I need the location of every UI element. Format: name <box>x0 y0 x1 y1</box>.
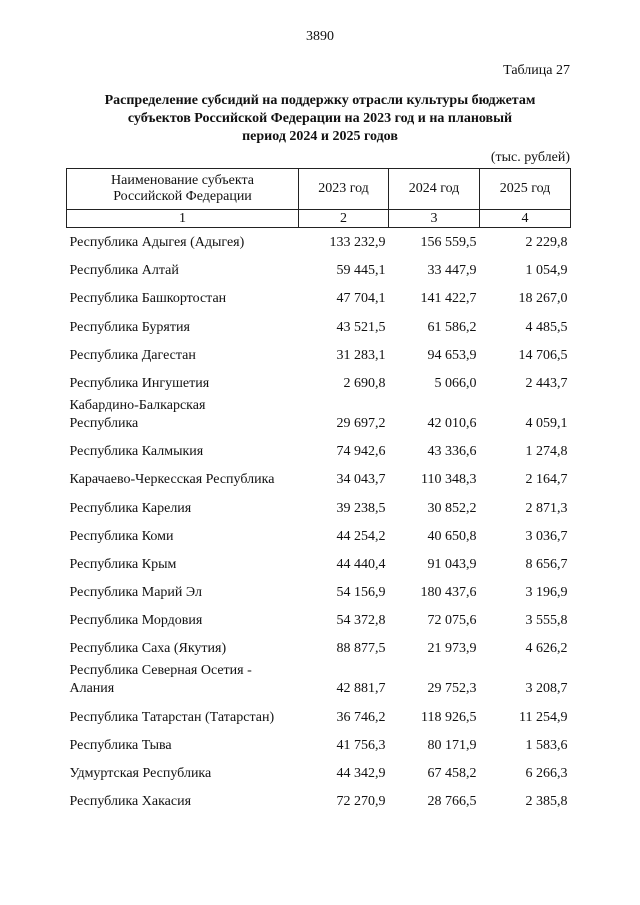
header-2024: 2024 год <box>389 169 480 210</box>
units-label: (тыс. рублей) <box>490 150 570 165</box>
value-2025: 18 267,0 <box>518 291 568 307</box>
column-number: 1 <box>67 210 299 228</box>
subject-name: Республика Бурятия <box>69 319 190 335</box>
table-row <box>67 489 571 517</box>
value-2023: 54 372,8 <box>336 613 386 629</box>
value-2024: 67 458,2 <box>427 766 477 781</box>
header-name-line: Наименование субъекта <box>111 173 254 188</box>
value-2025: 2 871,3 <box>525 500 568 516</box>
subject-name: Карачаево-Черкесская Республика <box>69 472 275 488</box>
value-2025: 1 583,6 <box>525 737 568 753</box>
subject-name: Республика Коми <box>69 528 174 544</box>
header-name-line: Российской Федерации <box>113 189 252 204</box>
value-2025: 11 254,9 <box>519 709 568 725</box>
table-row <box>67 461 571 489</box>
subject-name: Республика Крым <box>69 556 177 572</box>
subject-name <box>67 658 299 698</box>
subject-name: Республика Башкортостан <box>69 291 227 307</box>
header-subject-name <box>67 169 299 210</box>
subject-name: Республика Татарстан (Татарстан) <box>69 709 275 725</box>
subject-name: Республика Алтай <box>69 263 179 279</box>
value-2024: 80 171,9 <box>427 737 477 753</box>
column-number: 3 <box>389 210 480 228</box>
value-2024: 28 766,5 <box>427 794 477 810</box>
value-2023: 44 342,9 <box>336 766 386 781</box>
table-header-row <box>67 169 571 210</box>
table-row <box>67 228 571 253</box>
subject-name: Республика Мордовия <box>69 613 203 629</box>
value-2023: 54 156,9 <box>336 585 386 601</box>
value-2025: 3 036,7 <box>525 528 568 544</box>
table-row <box>67 783 571 811</box>
value-2025: 2 385,8 <box>525 794 568 810</box>
table-row <box>67 727 571 755</box>
column-number: 2 <box>299 210 389 228</box>
value-2024: 29 752,3 <box>427 681 477 697</box>
value-2023: 74 942,6 <box>336 444 386 460</box>
table-row <box>67 630 571 658</box>
value-2023: 34 043,7 <box>336 472 386 488</box>
table-row <box>67 308 571 336</box>
value-2024: 141 422,7 <box>420 291 477 307</box>
table-row <box>67 252 571 280</box>
value-2023: 59 445,1 <box>336 263 386 279</box>
value-2023: 43 521,5 <box>336 319 386 335</box>
value-2024: 43 336,6 <box>427 444 477 460</box>
value-2023: 133 232,9 <box>329 235 386 250</box>
subject-name: Республика Ингушетия <box>69 375 210 391</box>
table-row <box>67 337 571 365</box>
value-2024: 42 010,6 <box>427 415 477 431</box>
document-title <box>60 92 580 146</box>
table-row <box>67 393 571 433</box>
subject-name-line: Республика <box>69 415 139 431</box>
value-2023: 88 877,5 <box>336 641 386 657</box>
value-2025: 4 485,5 <box>525 319 568 335</box>
page-number: 3890 <box>306 29 334 44</box>
table-row <box>67 602 571 630</box>
table-row <box>67 433 571 461</box>
value-2025: 2 164,7 <box>525 472 568 488</box>
value-2025: 1 274,8 <box>525 444 568 460</box>
subject-name: Республика Калмыкия <box>69 444 204 460</box>
value-2023: 29 697,2 <box>336 415 386 431</box>
header-2025: 2025 год <box>480 169 571 210</box>
value-2025: 2 229,8 <box>525 235 568 250</box>
value-2023: 44 254,2 <box>336 528 386 544</box>
table-row <box>67 546 571 574</box>
table-row <box>67 658 571 698</box>
value-2025: 1 054,9 <box>525 263 568 279</box>
value-2025: 3 208,7 <box>525 681 568 697</box>
value-2024: 61 586,2 <box>427 319 477 335</box>
title-line: период 2024 и 2025 годов <box>242 129 398 144</box>
subject-name: Удмуртская Республика <box>69 766 212 781</box>
table-row <box>67 574 571 602</box>
value-2025: 2 443,7 <box>525 375 568 391</box>
value-2023: 72 270,9 <box>336 794 386 810</box>
table-label: Таблица 27 <box>503 63 570 78</box>
value-2025: 4 626,2 <box>525 641 568 657</box>
value-2023: 41 756,3 <box>336 737 386 753</box>
value-2025: 3 196,9 <box>525 585 568 601</box>
subsidy-table <box>66 168 571 811</box>
value-2025: 3 555,8 <box>525 613 568 629</box>
column-number: 4 <box>480 210 571 228</box>
table-row <box>67 365 571 393</box>
table-row <box>67 755 571 783</box>
header-2023: 2023 год <box>299 169 389 210</box>
value-2024: 5 066,0 <box>434 375 477 391</box>
subject-name: Республика Хакасия <box>69 794 192 810</box>
value-2024: 118 926,5 <box>421 709 477 725</box>
value-2025: 8 656,7 <box>525 556 568 572</box>
value-2024: 110 348,3 <box>421 472 477 488</box>
value-2024: 72 075,6 <box>427 613 477 629</box>
table-row <box>67 698 571 726</box>
subject-name-line: Республика Северная Осетия - <box>69 663 252 679</box>
table-row <box>67 280 571 308</box>
value-2023: 42 881,7 <box>336 681 386 697</box>
title-line: субъектов Российской Федерации на 2023 год и на плановый <box>127 111 513 126</box>
subject-name-line: Кабардино-Балкарская <box>69 397 206 413</box>
value-2024: 180 437,6 <box>420 585 477 601</box>
value-2023: 36 746,2 <box>336 709 386 725</box>
value-2024: 21 973,9 <box>427 641 477 657</box>
value-2024: 40 650,8 <box>427 528 477 544</box>
value-2025: 4 059,1 <box>525 415 568 431</box>
subject-name-line: Алания <box>69 681 115 697</box>
value-2023: 47 704,1 <box>336 291 386 307</box>
subject-name <box>67 393 299 433</box>
value-2024: 30 852,2 <box>427 500 477 516</box>
subject-name: Республика Саха (Якутия) <box>69 641 227 657</box>
value-2023: 2 690,8 <box>343 375 386 391</box>
subject-name: Республика Марий Эл <box>69 585 202 601</box>
value-2024: 91 043,9 <box>427 556 477 572</box>
value-2024: 33 447,9 <box>427 263 477 279</box>
value-2025: 6 266,3 <box>525 766 568 781</box>
table-row <box>67 518 571 546</box>
title-line: Распределение субсидий на поддержку отрасли культуры бюджетам <box>104 93 536 108</box>
value-2023: 31 283,1 <box>336 347 386 363</box>
subject-name: Республика Адыгея (Адыгея) <box>69 235 245 250</box>
value-2024: 156 559,5 <box>420 235 477 250</box>
subject-name: Республика Дагестан <box>69 347 196 363</box>
value-2024: 94 653,9 <box>427 347 477 363</box>
subject-name: Республика Тыва <box>69 737 172 753</box>
column-number-row <box>67 210 571 228</box>
subject-name: Республика Карелия <box>69 500 192 516</box>
value-2023: 39 238,5 <box>336 500 386 516</box>
value-2023: 44 440,4 <box>336 556 386 572</box>
value-2025: 14 706,5 <box>518 347 568 363</box>
